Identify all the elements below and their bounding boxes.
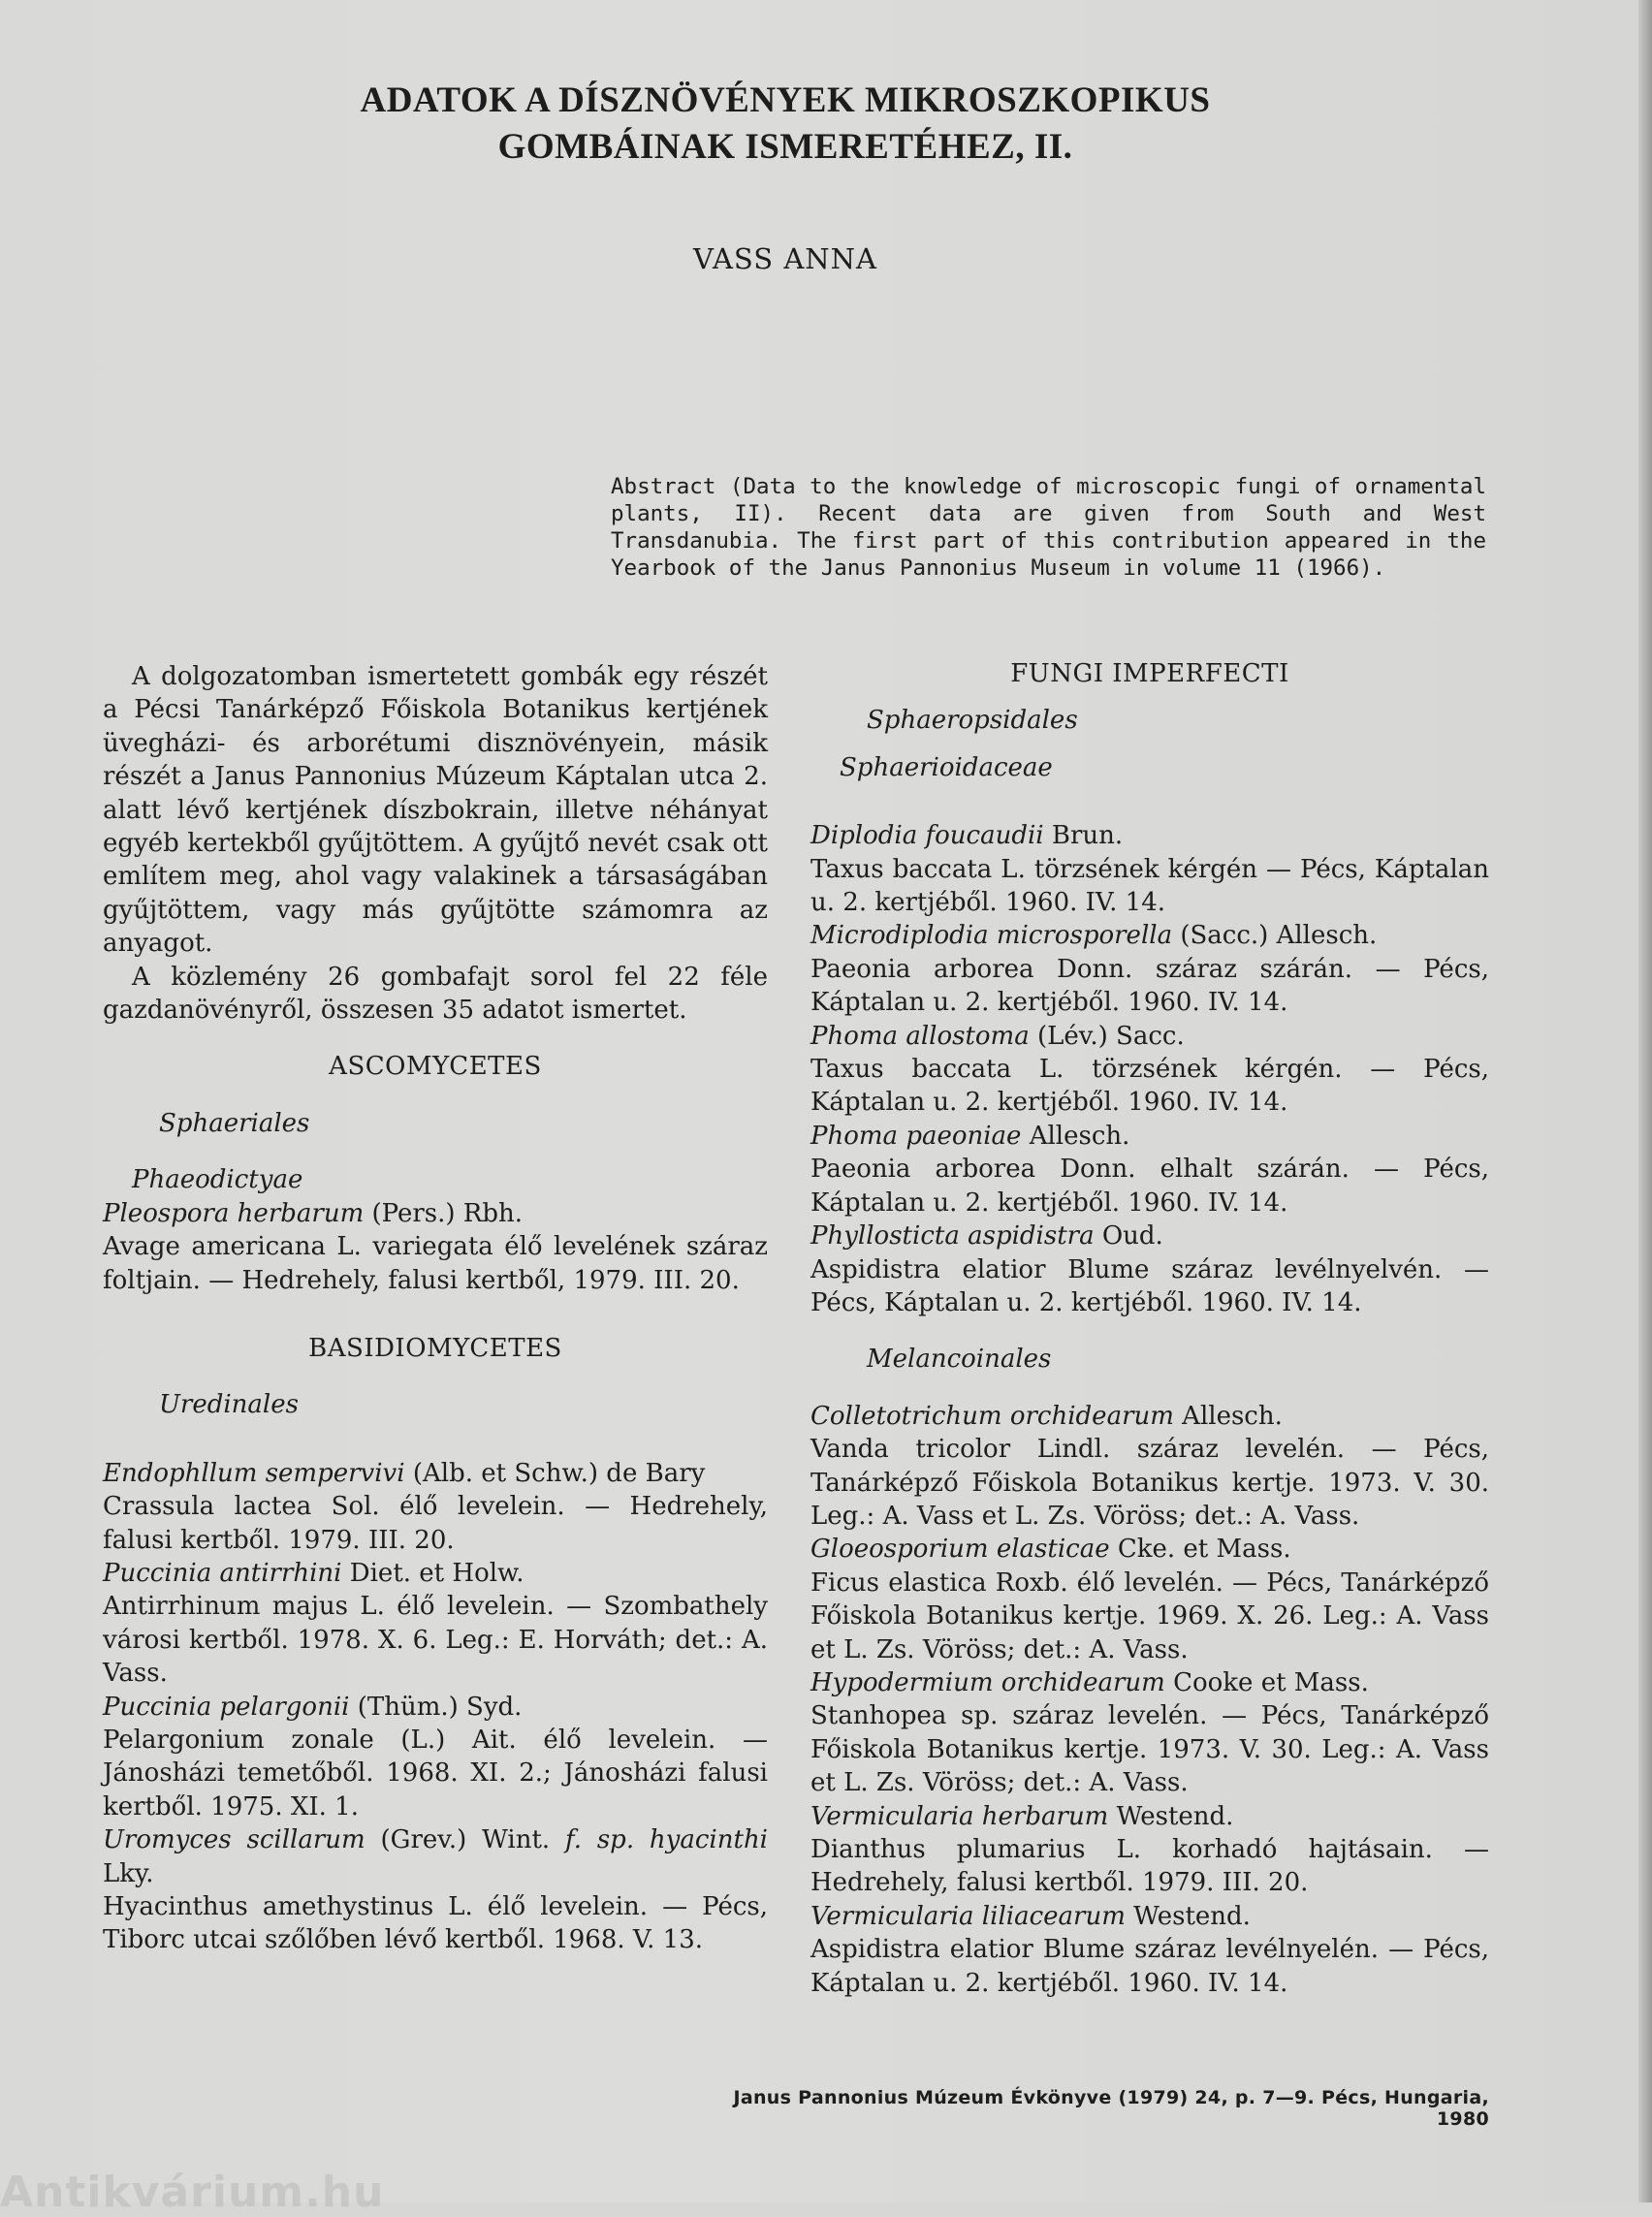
species-entry bbox=[810, 1533, 1489, 1566]
journal-citation: Janus Pannonius Múzeum Évkönyve (1979) 24, p. 7—9. Pécs, Hungaria, 1980 bbox=[733, 2087, 1489, 2130]
species-name: Colletotrichum orchidearum bbox=[810, 1401, 1174, 1431]
species-record: Aspidistra elatior Blume száraz levélnyelvén. — Pécs, Káptalan u. 2. kertjéből. 1960. IV. 14. bbox=[810, 1254, 1489, 1317]
species-name: Endophllum sempervivi bbox=[103, 1458, 405, 1488]
species-authority: (Grev.) Wint. bbox=[365, 1825, 566, 1855]
species-authority: Lky. bbox=[103, 1858, 154, 1888]
species-authority: (Lév.) Sacc. bbox=[1029, 1021, 1185, 1051]
species-name: Vermicularia herbarum bbox=[810, 1801, 1109, 1831]
title-line-2: GOMBÁINAK ISMERETÉHEZ, II. bbox=[497, 127, 1073, 167]
species-record: Crassula lactea Sol. élő levelein. — Hedrehely, falusi kertből. 1979. III. 20. bbox=[103, 1492, 768, 1555]
species-entry bbox=[810, 1219, 1489, 1252]
species-name: Puccinia pelargonii bbox=[103, 1692, 350, 1722]
species-name: Pleospora herbarum bbox=[103, 1198, 365, 1228]
species-record: Vanda tricolor Lindl. száraz levelén. — Pécs, Tanárképző Főiskola Botanikus kertje. 1973. V. 30. Leg.: A. Vass et L. Zs. Vöröss; det.: A. Vass. bbox=[810, 1435, 1489, 1531]
abstract-text: Abstract (Data to the knowledge of microscopic fungi of ornamental plants, II). Recent data are given from South and West Transdanubia. The first part of this contribution appeared in the Yearbook of the Janus Pannonius Museum in volume 11 (1966). bbox=[611, 474, 1486, 581]
species-name: Phyllosticta aspidistra bbox=[810, 1221, 1095, 1251]
species-record: Avage americana L. variegata élő levelének száraz foltjain. — Hedrehely, falusi kertből, 1979. III. 20. bbox=[103, 1232, 768, 1295]
species-name: Phoma allostoma bbox=[810, 1021, 1030, 1051]
species-entry bbox=[810, 919, 1489, 952]
species-entry bbox=[810, 1900, 1489, 1933]
species-authority: Oud. bbox=[1094, 1221, 1163, 1251]
species-authority: Westend. bbox=[1125, 1901, 1251, 1931]
species-entry bbox=[810, 1400, 1489, 1433]
right-column bbox=[810, 657, 1489, 2000]
section-heading-fungi-imperfecti: FUNGI IMPERFECTI bbox=[1010, 659, 1289, 688]
species-authority: (Pers.) Rbh. bbox=[364, 1198, 524, 1228]
section-heading-ascomycetes: ASCOMYCETES bbox=[329, 1052, 542, 1082]
abstract-block bbox=[611, 473, 1486, 582]
species-authority: Diet. et Holw. bbox=[341, 1558, 524, 1588]
article-title bbox=[194, 78, 1377, 171]
species-record: Paeonia arborea Donn. száraz szárán. — Pécs, Káptalan u. 2. kertjéből. 1960. IV. 14. bbox=[810, 954, 1489, 1018]
order-heading-sphaeriales: Sphaeriales bbox=[159, 1108, 310, 1138]
species-entry bbox=[810, 1800, 1489, 1833]
species-entry bbox=[103, 1457, 768, 1490]
species-name: Gloeosporium elasticae bbox=[810, 1535, 1110, 1565]
title-line-1: ADATOK A DÍSZNÖVÉNYEK MIKROSZKOPIKUS bbox=[360, 80, 1211, 120]
watermark: Antikvárium.hu bbox=[0, 2168, 385, 2217]
species-name: Microdiplodia microsporella bbox=[810, 921, 1173, 951]
species-record: Taxus baccata L. törzsének kérgén — Pécs, Káptalan u. 2. kertjéből. 1960. IV. 14. bbox=[810, 854, 1489, 918]
species-entry bbox=[810, 819, 1489, 852]
intro-paragraph-1: A dolgozatomban ismertetett gombák egy részét a Pécsi Tanárképző Főiskola Botanikus kertjének üvegházi- és arborétumi disznövényein, másik részét a Janus Pannonius Múzeum Káptalan utca 2. alatt lévő kertjének díszbokrain, illetve néhányat egyéb kertekből gyűjtöttem. A gyűjtő nevét csak ott említem meg, ahol vagy valakinek a társaságában gyűjtöttem, vagy más gyűjtötte számomra az anyagot. bbox=[103, 662, 768, 959]
species-name: Diplodia foucaudii bbox=[810, 821, 1044, 851]
forma-specialis: f. sp. hyacinthi bbox=[565, 1825, 768, 1855]
order-heading-sphaeropsidales: Sphaeropsidales bbox=[867, 706, 1078, 736]
species-authority: Westend. bbox=[1108, 1801, 1234, 1831]
order-heading-uredinales: Uredinales bbox=[159, 1390, 299, 1420]
species-authority: Allesch. bbox=[1173, 1401, 1283, 1431]
section-heading-basidiomycetes: BASIDIOMYCETES bbox=[308, 1333, 562, 1363]
species-name: Vermicularia liliacearum bbox=[810, 1901, 1126, 1931]
species-name: Uromyces scillarum bbox=[103, 1825, 365, 1855]
species-name: Puccinia antirrhini bbox=[103, 1558, 342, 1588]
species-entry bbox=[103, 1197, 768, 1230]
species-entry bbox=[103, 1691, 768, 1724]
species-record: Ficus elastica Roxb. élő levelén. — Pécs, Tanárképző Főiskola Botanikus kertje. 1969. X. 26. Leg.: A. Vass et L. Zs. Vöröss; det.: A. Vass. bbox=[810, 1568, 1489, 1664]
species-record: Dianthus plumarius L. korhadó hajtásain. — Hedrehely, falusi kertből. 1979. III. 20. bbox=[810, 1835, 1489, 1898]
species-entry bbox=[810, 1020, 1489, 1053]
species-record: Aspidistra elatior Blume száraz levélnyelén. — Pécs, Káptalan u. 2. kertjéből. 1960. IV. 14. bbox=[810, 1935, 1489, 1998]
species-record: Paeonia arborea Donn. elhalt szárán. — Pécs, Káptalan u. 2. kertjéből. 1960. IV. 14. bbox=[810, 1155, 1489, 1218]
species-authority: Brun. bbox=[1043, 821, 1124, 851]
family-heading-sphaerioidaceae: Sphaerioidaceae bbox=[840, 752, 1053, 782]
order-heading-melanconiales: Melancoinales bbox=[867, 1345, 1052, 1375]
species-entry bbox=[810, 1666, 1489, 1699]
species-record: Stanhopea sp. száraz levelén. — Pécs, Tanárképző Főiskola Botanikus kertje. 1973. V. 30. Leg.: A. Vass et L. Zs. Vöröss; det.: A. Vass. bbox=[810, 1701, 1489, 1798]
species-name: Hypodermium orchidearum bbox=[810, 1667, 1165, 1697]
species-authority: (Sacc.) Allesch. bbox=[1172, 921, 1378, 951]
species-authority: Cooke et Mass. bbox=[1164, 1667, 1369, 1697]
species-entry bbox=[103, 1557, 768, 1590]
species-record: Hyacinthus amethystinus L. élő levelein. — Pécs, Tiborc utcai szőlőben lévő kertből. 1968. V. 13. bbox=[103, 1892, 768, 1955]
page-edge-shadow bbox=[1638, 0, 1652, 2202]
species-record: Antirrhinum majus L. élő levelein. — Szombathely városi kertből. 1978. X. 6. Leg.: E. Horváth; det.: A. Vass. bbox=[103, 1592, 768, 1689]
left-column bbox=[103, 660, 768, 1957]
species-record: Pelargonium zonale (L.) Ait. élő levelein. — Jánosházi temetőből. 1968. XI. 2.; Jánosházi falusi kertből. 1975. XI. 1. bbox=[103, 1725, 768, 1821]
species-authority: Allesch. bbox=[1021, 1121, 1130, 1151]
species-authority: (Thüm.) Syd. bbox=[349, 1692, 523, 1722]
species-authority: (Alb. et Schw.) de Bary bbox=[404, 1458, 706, 1488]
species-record: Taxus baccata L. törzsének kérgén. — Pécs, Káptalan u. 2. kertjéből. 1960. IV. 14. bbox=[810, 1055, 1489, 1118]
family-heading-phaeodictyae: Phaeodictyae bbox=[132, 1165, 303, 1195]
species-authority: Cke. et Mass. bbox=[1109, 1535, 1291, 1565]
species-entry bbox=[103, 1823, 768, 1890]
author-name: VASS ANNA bbox=[693, 242, 877, 275]
intro-paragraph-2: A közlemény 26 gombafajt sorol fel 22 féle gazdanövényről, összesen 35 adatot ismertet. bbox=[103, 962, 768, 1026]
species-name: Phoma paeoniae bbox=[810, 1121, 1022, 1151]
species-entry bbox=[810, 1120, 1489, 1153]
